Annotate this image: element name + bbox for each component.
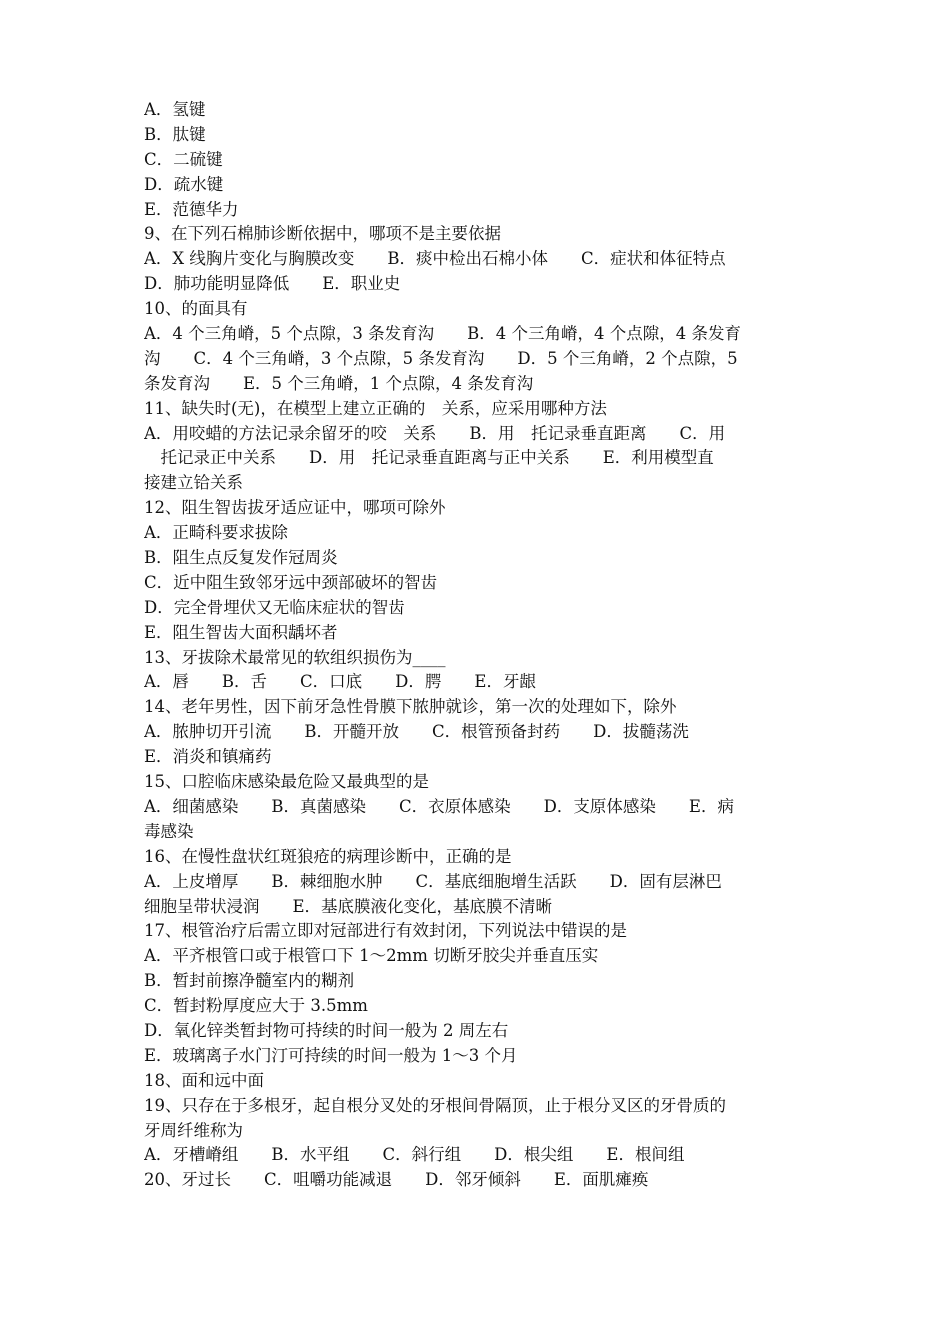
question-11-options-3: 接建立铪关系 [144,473,243,493]
question-17-option-c: C．暂封粉厚度应大于 3.5mm [144,996,368,1016]
question-12-option-d: D．完全骨埋伏又无临床症状的智齿 [144,597,405,617]
question-12-option-a: A．正畸科要求拔除 [144,523,288,543]
document-page [144,98,808,1193]
question-12-option-e: E．阻生智齿大面积龋坏者 [144,622,338,642]
question-13-options: A．唇 B．舌 C．口底 D．腭 E．牙龈 [144,672,536,692]
question-18: 18、面和远中面 [144,1070,264,1090]
question-13: 13、牙拔除术最常见的软组织损伤为____ [144,647,446,667]
option-a-line: A．氢键 [144,100,206,119]
question-19: 19、只存在于多根牙，起自根分叉处的牙根间骨隔顶，止于根分叉区的牙骨质的 [144,1095,726,1115]
question-16: 16、在慢性盘状红斑狼疮的病理诊断中，正确的是 [144,846,512,866]
question-17-option-a: A．平齐根管口或于根管口下 1～2mm 切断牙胶尖并垂直压实 [144,946,599,966]
question-12-option-c: C．近中阻生致邻牙远中颈部破坏的智齿 [144,572,438,592]
question-17-option-b: B．暂封前擦净髓室内的糊剂 [144,971,355,991]
question-10-options-2: 沟 C．4 个三角嵴，3 个点隙，5 条发育沟 D．5 个三角嵴，2 个点隙，5 [144,348,738,368]
question-17: 17、根管治疗后需立即对冠部进行有效封闭，下列说法中错误的是 [144,921,627,941]
question-11-options-2: 托记录正中关系 D．用 托记录垂直距离与正中关系 E．利用模型直 [144,448,714,468]
question-14-options-2: E．消炎和镇痛药 [144,747,272,767]
question-10: 10、的面具有 [144,299,248,319]
question-15-options-1: A．细菌感染 B．真菌感染 C．衣原体感染 D．支原体感染 E．病 [144,796,734,816]
question-10-options-1: A．4 个三角嵴，5 个点隙，3 条发育沟 B．4 个三角嵴，4 个点隙，4 条发育 [144,324,741,344]
question-15-options-2: 毒感染 [144,821,194,841]
question-14: 14、老年男性，因下前牙急性骨膜下脓肿就诊，第一次的处理如下，除外 [144,697,677,717]
question-12: 12、阻生智齿拔牙适应证中，哪项可除外 [144,498,446,518]
question-19-continued: 牙周纤维称为 [144,1120,243,1140]
question-11: 11、缺失时(无)，在模型上建立正确的 关系，应采用哪种方法 [144,398,607,418]
question-12-option-b: B．阻生点反复发作冠周炎 [144,548,338,568]
question-15: 15、口腔临床感染最危险又最典型的是 [144,772,429,792]
question-17-option-e: E．玻璃离子水门汀可持续的时间一般为 1～3 个月 [144,1045,518,1065]
question-14-options-1: A．脓肿切开引流 B．开髓开放 C．根管预备封药 D．拔髓荡洗 [144,722,689,742]
question-16-options-1: A．上皮增厚 B．棘细胞水肿 C．基底细胞增生活跃 D．固有层淋巴 [144,871,722,891]
option-e-line: E．范德华力 [144,199,239,219]
option-b-line: B．肽键 [144,124,206,144]
option-c-line: C．二硫键 [144,149,223,169]
option-d-line: D．疏水键 [144,174,224,194]
question-17-option-d: D．氧化锌类暂封物可持续的时间一般为 2 周左右 [144,1020,509,1040]
question-19-options: A．牙槽嵴组 B．水平组 C．斜行组 D．根尖组 E．根间组 [144,1145,685,1165]
question-10-options-3: 条发育沟 E．5 个三角嵴，1 个点隙，4 条发育沟 [144,373,534,393]
question-9: 9、在下列石棉肺诊断依据中，哪项不是主要依据 [144,224,501,244]
question-9-options-1: A．X 线胸片变化与胸膜改变 B．痰中检出石棉小体 C．症状和体征特点 [144,249,726,269]
question-16-options-2: 细胞呈带状浸润 E．基底膜液化变化，基底膜不清晰 [144,896,553,916]
question-20: 20、牙过长 C．咀嚼功能减退 D．邻牙倾斜 E．面肌瘫痪 [144,1170,649,1190]
question-11-options-1: A．用咬蜡的方法记录余留牙的咬 关系 B．用 托记录垂直距离 C．用 [144,423,726,443]
question-9-options-2: D．肺功能明显降低 E．职业史 [144,274,401,294]
